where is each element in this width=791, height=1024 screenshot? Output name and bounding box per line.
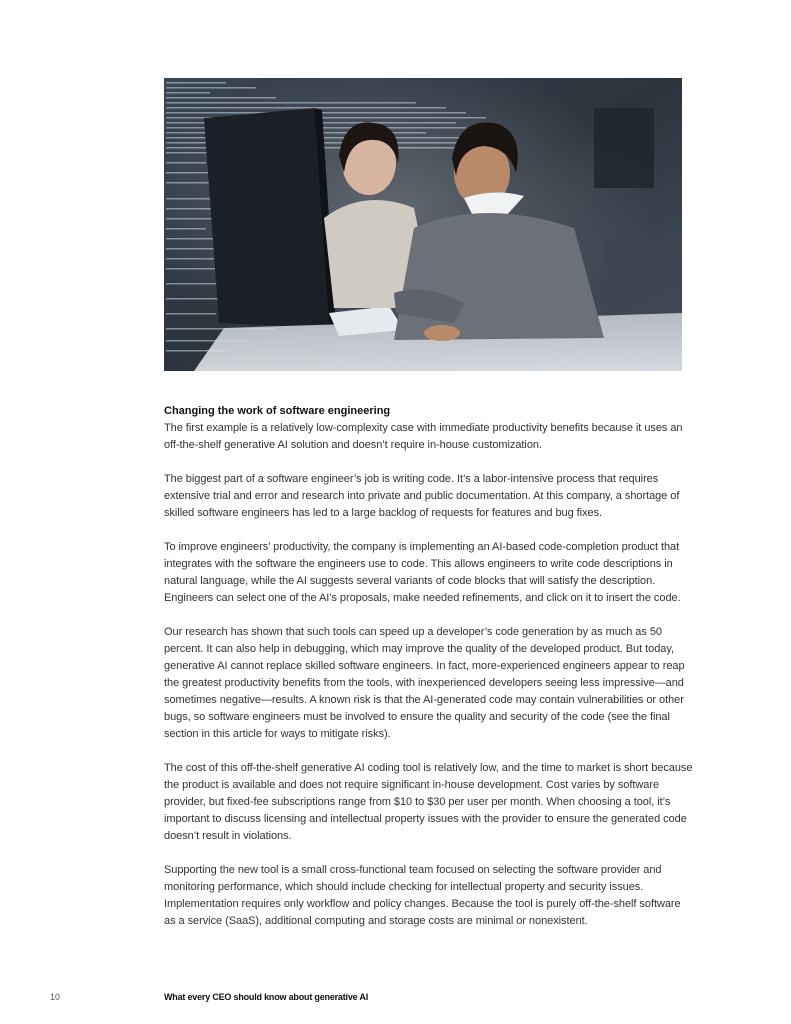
footer-title: What every CEO should know about generative AI bbox=[164, 992, 369, 1002]
paragraph-6: Supporting the new tool is a small cross-functional team focused on selecting the software provider and monitoring performance, which should include checking for intellectual property and security issues. Implementation requires only workflow and policy changes. Because the tool is purely off-the-shelf software as a service (SaaS), additional computing and storage costs are minimal or nonexistent. bbox=[164, 864, 681, 927]
paragraph-2: The biggest part of a software engineer’s job is writing code. It’s a labor-intensive process that requires extensive trial and error and research into private and public documentation. At this company, a shortage of skilled software engineers has led to a large backlog of requests for features and bug fixes. bbox=[164, 473, 680, 519]
section-heading: Changing the work of software engineering bbox=[164, 405, 391, 417]
paragraph-3: To improve engineers’ productivity, the company is implementing an AI-based code-completion product that integrates with the software the engineers use to code. This allows engineers to write code descriptions in natural language, while the AI suggests several variants of code blocks that will satisfy the description. Engineers can select one of the AI’s proposals, make needed refinements, and click on it to insert the code. bbox=[164, 541, 681, 604]
article-photo bbox=[164, 78, 682, 371]
paragraph-5: The cost of this off-the-shelf generative AI coding tool is relatively low, and the time to market is short because the product is available and does not require significant in-house development. Cost varies by software provider, but fixed-fee subscriptions range from $10 to $30 per user per month. When choosing a tool, it’s important to discuss licensing and intellectual property issues with the provider to ensure the generated code doesn’t result in violations. bbox=[164, 762, 693, 842]
article-body bbox=[164, 403, 694, 947]
paragraph-4: Our research has shown that such tools can speed up a developer’s code generation by as much as 50 percent. It can also help in debugging, which may improve the quality of the developed product. But today, generative AI cannot replace skilled software engineers. In fact, more-experienced engineers appear to reap the greatest productivity benefits from the tools, with inexperienced developers seeing less impressive—and sometimes negative—results. A known risk is that the AI-generated code may contain vulnerabilities or other bugs, so software engineers must be involved to ensure the quality and security of the code (see the final section in this article for ways to mitigate risks). bbox=[164, 626, 685, 740]
paragraph-1: The first example is a relatively low-complexity case with immediate productivity benefits because it uses an off-the-shelf generative AI solution and doesn’t require in-house customization. bbox=[164, 422, 683, 451]
page-number: 10 bbox=[50, 992, 61, 1002]
photo-illustration bbox=[164, 78, 682, 371]
